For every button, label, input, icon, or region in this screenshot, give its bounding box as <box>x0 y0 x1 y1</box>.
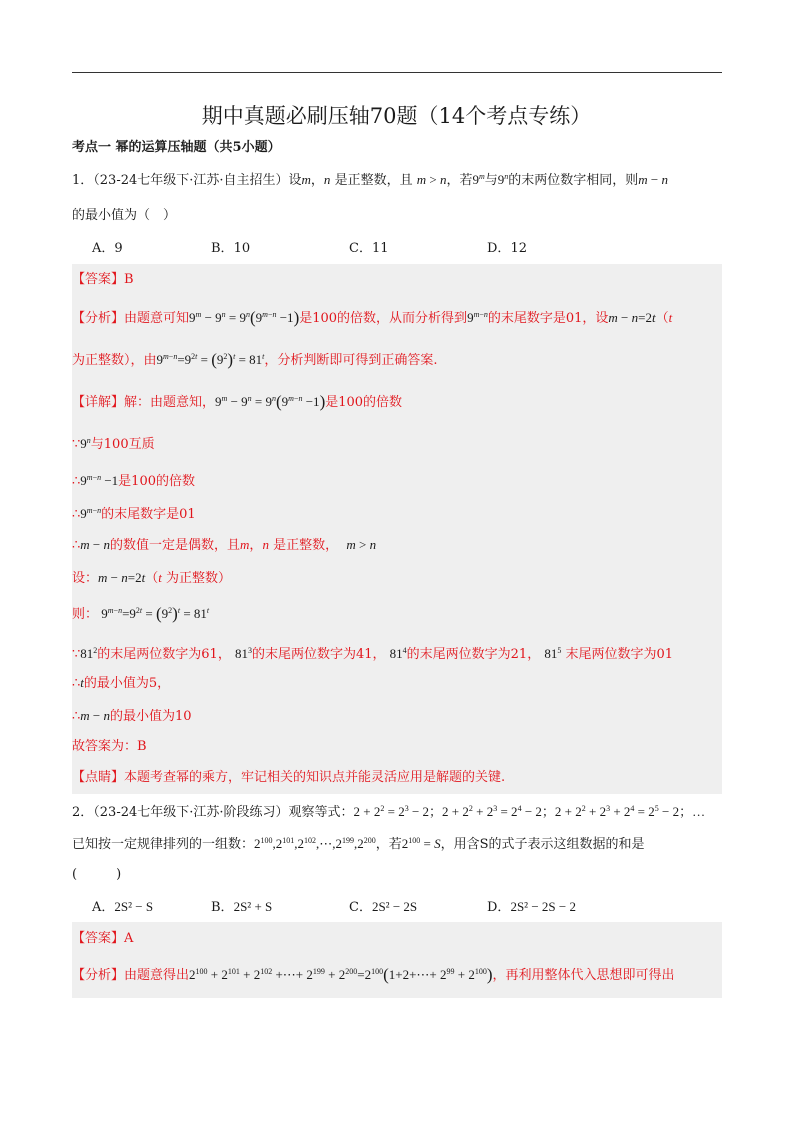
q2-answer: 【答案】A <box>72 931 134 946</box>
q1-step-3: $\therefore 9^{m-n}$的末尾数字是01 <box>72 506 196 522</box>
q2-analysis: 【分析】由题意得出$2^{100} + 2^{101} + 2^{102}$ +⋯+ $2^{199}$ + $2^{200}=2^{100}(1+2+\cdots+ 2^{99} + 2^{100})$，再利用整体代入思想即可得出 <box>72 965 675 984</box>
q1-stem: 1．（23-24七年级下·江苏·自主招生）设m，n 是正整数，且 m > n，若9$^m$与9$^n$的末两位数字相同，则m − n <box>72 172 669 188</box>
section-heading: 考点一 幂的运算压轴题（共5小题） <box>72 140 281 155</box>
q1-option-d: D．12 <box>487 241 527 256</box>
q1-answer: 【答案】B <box>72 272 134 287</box>
q1-detail: 【详解】解：由题意知，$9^m - 9^n = 9^n(9^{m-n} -1)$是100的倍数 <box>72 392 403 411</box>
q1-step-8: ∴t的最小值为5， <box>72 675 171 691</box>
q2-stem-line2: 已知按一定规律排列的一组数：$2^{100},2^{101},2^{102},\cdots,2^{199},2^{200}$，若$2^{100} = S$，用含S的式子表示这组数据的和是 <box>72 836 645 852</box>
q2-option-d: D．2S² − 2S − 2 <box>487 899 576 915</box>
q1-step-6: 则： $9^{m-n}=9^{2t} = (9^2)^t = 81^t$ <box>72 604 210 623</box>
q1-analysis: 【分析】由题意可知$9^m - 9^n = 9^n(9^{m-n} -1)$是100的倍数，从而分析得到$9^{m-n}$的末尾数字是01，设m − n=2t（t <box>72 308 673 327</box>
q2-option-a: A．2S² − S <box>92 899 154 915</box>
q1-step-2: $\therefore 9^{m-n} -1$是100的倍数 <box>72 473 195 489</box>
q1-step-7: $\because 81^2$的末尾两位数字为61， $81^3$的末尾两位数字为41， $81^4$的末尾两位数字为21， $81^5$ 末尾两位数字为01 <box>72 646 674 662</box>
q1-step-9: ∴m − n的最小值为10 <box>72 708 192 724</box>
page-title: 期中真题必刷压轴70题（14个考点专练） <box>201 104 592 128</box>
q1-option-c: C．11 <box>349 241 389 256</box>
q1-option-b: B．10 <box>211 241 251 256</box>
q1-comment: 【点睛】本题考查幂的乘方，牢记相关的知识点并能灵活应用是解题的关键. <box>72 770 506 785</box>
q2-solution-box <box>72 922 722 998</box>
q2-stem-line3: ( ) <box>72 867 122 882</box>
q1-analysis-line2: 为正整数），由$9^{m-n}=9^{2t} = (9^2)^t = 81^t$，分析判断即可得到正确答案. <box>72 350 438 369</box>
q1-step-5: 设：m − n=2t（t 为正整数） <box>72 570 232 586</box>
q2-option-b: B．2S² + S <box>211 899 273 915</box>
q1-final-answer: 故答案为：B <box>72 739 147 754</box>
header-rule <box>72 72 722 73</box>
q1-step-1: ∵9$^n$与100互质 <box>72 436 155 452</box>
q1-stem-line2: 的最小值为（ ） <box>72 208 177 223</box>
q2-option-c: C．2S² − 2S <box>349 899 418 915</box>
q1-option-a: A．9 <box>92 241 123 256</box>
q2-stem: 2．（23-24七年级下·江苏·阶段练习）观察等式：$2 + 2^2 = 2^3 - 2$；$2 + 2^2 + 2^3 = 2^4 - 2$；$2 + 2^2 + 2^3 + 2^4 = 2^5 - 2$；… <box>72 804 706 820</box>
q1-step-4: ∴m − n的数值一定是偶数，且m，n 是正整数， m > n <box>72 537 377 553</box>
